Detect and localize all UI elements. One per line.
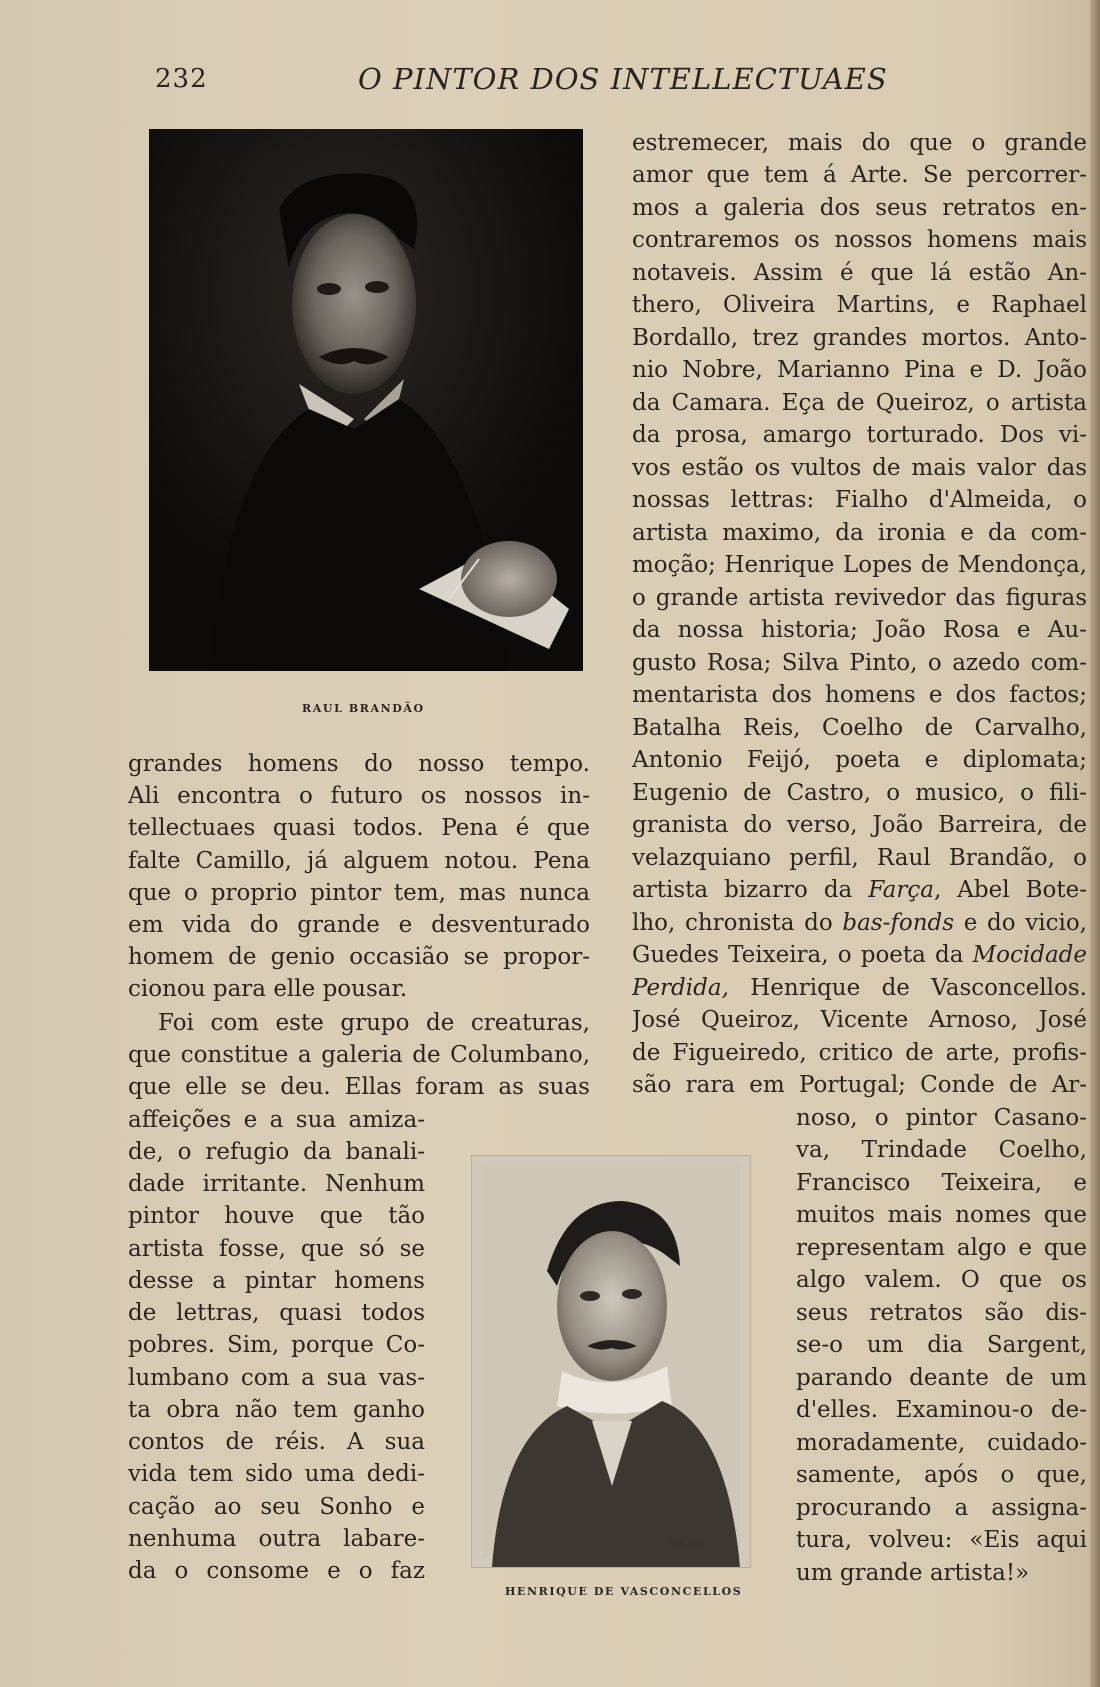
text-line-with-italic	[632, 972, 1087, 1004]
text-line: moradamente, cuidado-	[796, 1430, 1087, 1456]
text-line: se-o um dia Sargent,	[796, 1332, 1087, 1358]
text-line: nio Nobre, Marianno Pina e D. João	[632, 357, 1087, 383]
text-line: desse a pintar homens	[128, 1268, 425, 1294]
text-line: que elle se deu. Ellas foram as suas	[128, 1074, 590, 1100]
text-line: pintor houve que tão	[128, 1203, 425, 1229]
text-line: contos de réis. A sua	[128, 1429, 425, 1455]
text-line: Bordallo, trez grandes mortos. Anto-	[632, 325, 1087, 351]
page-number: 232	[155, 64, 208, 94]
text-line: noso, o pintor Casano-	[796, 1105, 1087, 1131]
text-run: , Abel Bote-	[933, 877, 1087, 903]
text-line: velazquiano perfil, Raul Brandão, o	[632, 845, 1087, 871]
italic-title: Farça	[868, 877, 934, 903]
text-line-with-italic	[632, 939, 1087, 971]
text-line: de lettras, quasi todos	[128, 1300, 425, 1326]
text-line: que constitue a galeria de Columbano,	[128, 1042, 590, 1068]
text-line: são rara em Portugal; Conde de Ar-	[632, 1072, 1087, 1098]
henrique-vasconcellos-caption: HENRIQUE DE VASCONCELLOS	[505, 1585, 743, 1598]
text-line: cionou para elle pousar.	[128, 976, 408, 1002]
text-line: ta obra não tem ganho	[128, 1397, 425, 1423]
text-line: artista maximo, da ironia e da com-	[632, 520, 1087, 546]
text-line: vos estão os vultos de mais valor das	[632, 455, 1087, 481]
text-line: thero, Oliveira Martins, e Raphael	[632, 292, 1087, 318]
raul-brandao-caption: RAUL BRANDÃO	[302, 702, 425, 715]
text-run: e do vicio,	[954, 910, 1087, 936]
text-line: mos a galeria dos seus retratos en-	[632, 195, 1087, 221]
italic-title: Perdida,	[632, 975, 729, 1001]
text-line: Antonio Feijó, poeta e diplomata;	[632, 747, 1087, 773]
text-line: vida tem sido uma dedi-	[128, 1461, 425, 1487]
paragraph-first-line: Foi com este grupo de creaturas,	[158, 1010, 590, 1036]
text-line: parando deante de um	[796, 1365, 1087, 1391]
text-line: falte Camillo, já alguem notou. Pena	[128, 848, 590, 874]
text-line: moção; Henrique Lopes de Mendonça,	[632, 552, 1087, 578]
text-line: Francisco Teixeira, e	[796, 1170, 1087, 1196]
italic-title: Mocidade	[972, 942, 1087, 968]
text-line: Batalha Reis, Coelho de Carvalho,	[632, 715, 1087, 741]
text-run: artista bizarro da	[632, 877, 869, 903]
painter-signature: Rm.gar	[668, 1538, 706, 1549]
text-line: va, Trindade Coelho,	[796, 1137, 1087, 1163]
text-line: algo valem. O que os	[796, 1267, 1087, 1293]
text-run: lho, chronista do	[632, 910, 843, 936]
text-line: contraremos os nossos homens mais	[632, 227, 1087, 253]
text-line: procurando a assigna-	[796, 1495, 1087, 1521]
text-line: José Queiroz, Vicente Arnoso, José	[632, 1007, 1087, 1033]
running-title: O PINTOR DOS INTELLECTUAES	[358, 62, 888, 96]
text-line: seus retratos são dis-	[796, 1300, 1087, 1326]
text-line: um grande artista!»	[796, 1560, 1030, 1586]
text-line: tellectuaes quasi todos. Pena é que	[128, 815, 590, 841]
text-line: nossas lettras: Fialho d'Almeida, o	[632, 487, 1087, 513]
text-line: artista fosse, que só se	[128, 1236, 425, 1262]
text-line: pobres. Sim, porque Co-	[128, 1332, 425, 1358]
text-line: representam algo e que	[796, 1235, 1087, 1261]
text-line: de, o refugio da banali-	[128, 1139, 425, 1165]
text-line-with-italic	[632, 907, 1087, 939]
text-line: Eugenio de Castro, o musico, o fili-	[632, 780, 1087, 806]
henrique-vasconcellos-portrait	[471, 1155, 751, 1568]
text-line: lumbano com a sua vas-	[128, 1365, 425, 1391]
text-line: que o proprio pintor tem, mas nunca	[128, 880, 590, 906]
text-line: tura, volveu: «Eis aqui	[796, 1527, 1087, 1553]
text-line: cação ao seu Sonho e	[128, 1494, 425, 1520]
text-line: homem de genio occasião se propor-	[128, 944, 590, 970]
henrique-vasconcellos-portrait-image	[472, 1156, 750, 1567]
text-run: Guedes Teixeira, o poeta da	[632, 942, 973, 968]
text-line: estremecer, mais do que o grande	[632, 130, 1087, 156]
text-run: Henrique de Vasconcellos.	[728, 975, 1087, 1001]
text-line: da nossa historia; João Rosa e Au-	[632, 617, 1087, 643]
text-line: o grande artista revivedor das figuras	[632, 585, 1087, 611]
italic-term: bas-fonds	[842, 910, 955, 936]
text-line: muitos mais nomes que	[796, 1202, 1087, 1228]
text-line-with-italic	[632, 874, 1087, 906]
text-line: affeições e a sua amiza-	[128, 1107, 425, 1133]
text-line: gusto Rosa; Silva Pinto, o azedo com-	[632, 650, 1087, 676]
text-line: nenhuma outra labare-	[128, 1526, 425, 1552]
text-line: mentarista dos homens e dos factos;	[632, 682, 1087, 708]
page-edge-shadow	[1090, 0, 1100, 1687]
text-line: da prosa, amargo torturado. Dos vi-	[632, 422, 1087, 448]
raul-brandao-portrait	[149, 129, 583, 671]
text-line: dade irritante. Nenhum	[128, 1171, 425, 1197]
text-line: amor que tem á Arte. Se percorrer-	[632, 162, 1087, 188]
text-line: granista do verso, João Barreira, de	[632, 812, 1087, 838]
text-line: de Figueiredo, critico de arte, profis-	[632, 1040, 1087, 1066]
text-line: em vida do grande e desventurado	[128, 912, 590, 938]
text-line: Ali encontra o futuro os nossos in-	[128, 783, 590, 809]
text-line: notaveis. Assim é que lá estão An-	[632, 260, 1087, 286]
text-line: da Camara. Eça de Queiroz, o artista	[632, 390, 1087, 416]
text-line: da o consome e o faz	[128, 1558, 425, 1584]
text-line: d'elles. Examinou-o de-	[796, 1397, 1087, 1423]
text-line: samente, após o que,	[796, 1462, 1087, 1488]
text-line: grandes homens do nosso tempo.	[128, 751, 590, 777]
raul-brandao-portrait-image	[149, 129, 583, 671]
